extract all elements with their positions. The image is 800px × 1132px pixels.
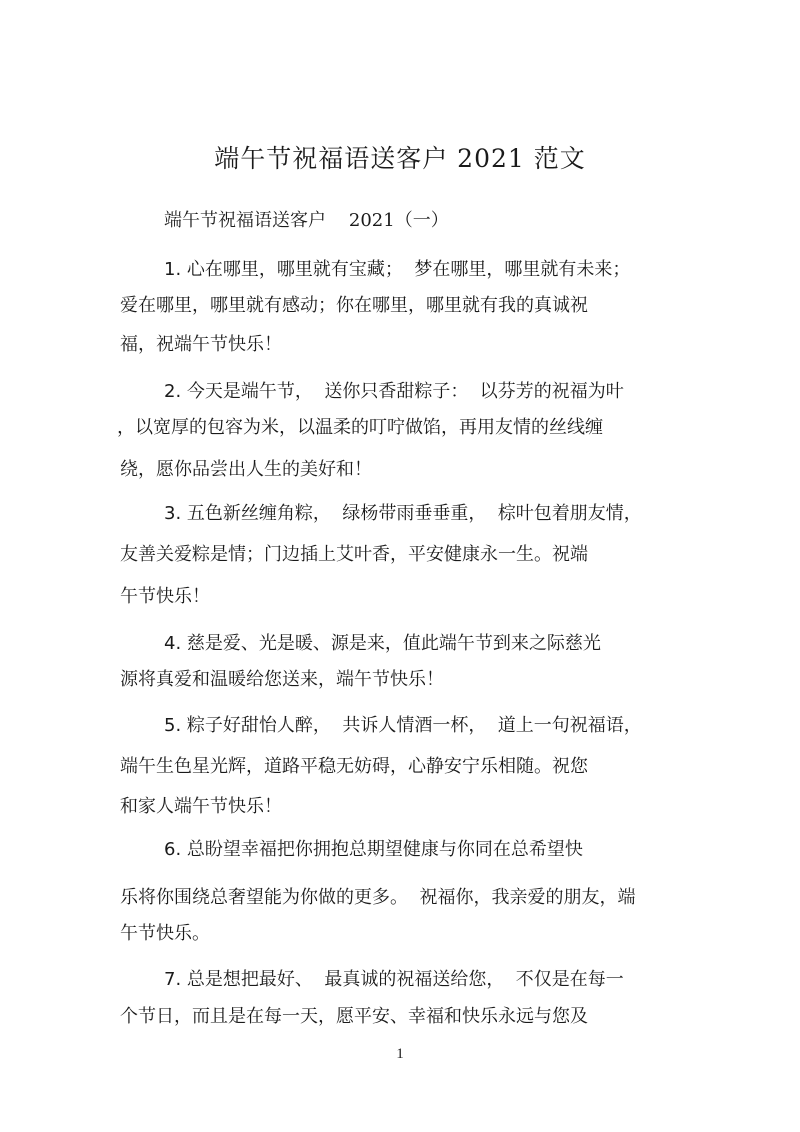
item-text: 粽子好甜怡人醉， 共诉人情酒一杯， 道上一句祝福语， (186, 715, 642, 736)
paragraph-line: 午节快乐！ (120, 586, 210, 607)
item-text: 慈是爱、光是暖、源是来，值此端午节到来之际慈光 (186, 633, 601, 654)
item-number: 6. (164, 839, 182, 860)
item-number: 3. (164, 503, 182, 524)
paragraph-line: ，以宽厚的包容为米，以温柔的叮咛做馅，再用友情的丝线缠 (117, 417, 603, 438)
document-title: 端午节祝福语送客户 2021 范文 (214, 144, 586, 173)
paragraph-line (164, 632, 601, 656)
section-subtitle: 端午节祝福语送客户 2021（一） (164, 210, 449, 231)
paragraph-line (164, 714, 642, 738)
item-text: 五色新丝缠角粽， 绿杨带雨垂垂重， 棕叶包着朋友情， (186, 503, 642, 524)
item-number: 4. (164, 633, 182, 654)
item-text: 今天是端午节， 送你只香甜粽子： 以芬芳的祝福为叶 (186, 381, 624, 402)
page-number: 1 (396, 1046, 404, 1062)
item-number: 5. (164, 715, 182, 736)
paragraph-line: 和家人端午节快乐！ (120, 796, 282, 817)
item-number: 1. (164, 259, 182, 280)
paragraph-line: 个节日，而且是在每一天，愿平安、幸福和快乐永远与您及 (120, 1006, 588, 1027)
item-text: 心在哪里，哪里就有宝藏； 梦在哪里，哪里就有未来； (186, 259, 631, 280)
item-number: 2. (164, 381, 182, 402)
item-text: 总是想把最好、 最真诚的祝福送给您， 不仅是在每一 (186, 969, 624, 990)
paragraph-line (164, 258, 630, 282)
paragraph-line: 乐将你围绕总奢望能为你做的更多。 祝福你，我亲爱的朋友，端 (120, 887, 636, 908)
item-number: 7. (164, 969, 182, 990)
paragraph-line: 午节快乐。 (120, 923, 210, 944)
paragraph-line: 端午生色星光辉，道路平稳无妨碍，心静安宁乐相随。祝您 (120, 756, 588, 777)
paragraph-line (164, 838, 583, 862)
paragraph-line (164, 380, 624, 404)
item-text: 总盼望幸福把你拥抱总期望健康与你同在总希望快 (186, 839, 583, 860)
paragraph-line: 爱在哪里，哪里就有感动；你在哪里，哪里就有我的真诚祝 (120, 295, 588, 316)
paragraph-line: 福，祝端午节快乐！ (120, 334, 282, 355)
paragraph-line: 源将真爱和温暖给您送来，端午节快乐！ (120, 669, 444, 690)
paragraph-line (164, 968, 624, 992)
paragraph-line: 友善关爱粽是情；门边插上艾叶香，平安健康永一生。祝端 (120, 544, 588, 565)
paragraph-line (164, 502, 642, 526)
paragraph-line: 绕，愿你品尝出人生的美好和！ (120, 459, 372, 480)
